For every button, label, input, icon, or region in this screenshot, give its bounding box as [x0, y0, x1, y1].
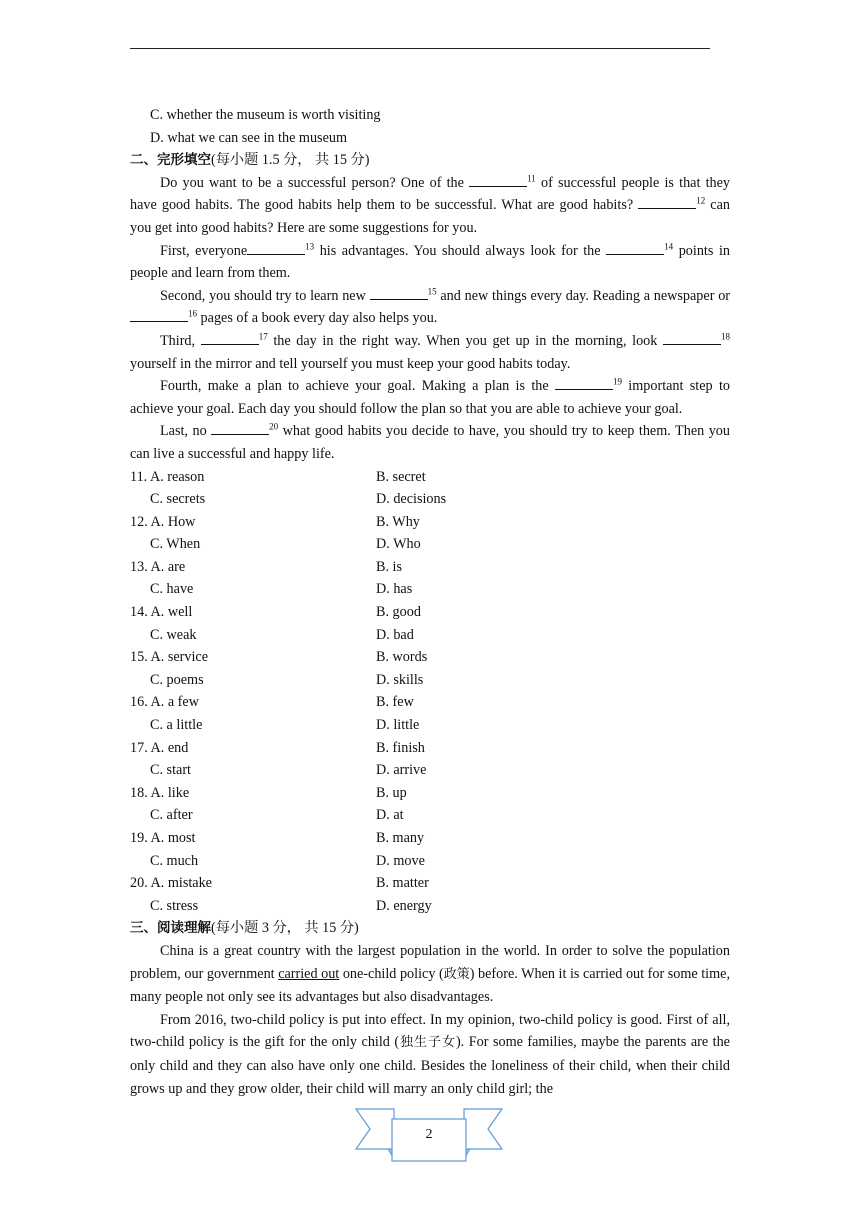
blank-13 [247, 240, 305, 255]
option-d-museum: D. what we can see in the museum [150, 129, 347, 146]
blank-11 [469, 172, 527, 187]
option-c-museum: C. whether the museum is worth visiting [150, 107, 381, 123]
blank-14 [606, 240, 664, 255]
question-18-cd: C. after D. at [150, 807, 404, 824]
question-18: 18. A. like B. up [130, 784, 407, 801]
cloze-paragraph-3: Second, you should try to learn new $^{15}$ and new things every day. Reading a newspaper or $^{16}$ pages of a book every day also helps you. [130, 285, 730, 330]
section2-heading: 二、完形填空(每小题 1.5 分， 共 15 分) [130, 152, 370, 169]
question-12: 12. A. How B. Why [130, 513, 420, 530]
question-12-cd: C. When D. Who [150, 536, 421, 553]
question-19: 19. A. most B. many [130, 830, 425, 846]
cloze-paragraph-1: Do you want to be a successful person? One of the $^{11}$ of successful people is that they have good habits. The good habits help them to be successful. What are good habits? $^{12}$ can you get into good habits? Here are some suggestions for you. [130, 173, 731, 236]
blank-18 [663, 330, 721, 345]
question-19-cd: C. much D. move [150, 852, 425, 869]
question-17-cd: C. start D. arrive [150, 762, 427, 779]
question-13: 13. A. are B. is [130, 558, 403, 575]
page-number: 2 [425, 1127, 433, 1142]
question-16: 16. A. a few B. few [130, 694, 414, 711]
underlined-phrase: carried out [278, 965, 340, 982]
question-11: 11. A. reason B. secret [130, 468, 426, 485]
blank-16 [130, 307, 188, 322]
cloze-paragraph-4: Third, $^{17}$ the day in the right way. When you get up in the morning, look $^{18}$ yourself in the mirror and tell yourself you must keep your good habits today. [130, 331, 730, 372]
question-20-cd: C. stress D. energy [150, 897, 432, 914]
page-footer [354, 1105, 504, 1165]
question-15-cd: C. poems D. skills [150, 671, 424, 688]
header-rule [130, 48, 710, 49]
cloze-paragraph-2: First, everyone $^{13}$ his advantages. You should always look for the $^{14}$ points in people and learn from them. [130, 240, 730, 282]
question-16-cd: C. a little D. little [150, 717, 420, 734]
question-20: 20. A. mistake B. matter [130, 875, 429, 892]
cloze-paragraph-5: Fourth, make a plan to achieve your goal. Making a plan is the $^{19}$ important step to achieve your goal. Each day you should follow the plan so that you are able to achieve your goal. [130, 376, 730, 417]
question-13-cd: C. have D. has [150, 581, 413, 598]
blank-19 [555, 375, 613, 390]
question-list [130, 466, 730, 918]
question-14: 14. A. well B. good [130, 604, 421, 621]
blank-12 [638, 194, 696, 209]
blank-15 [370, 285, 428, 300]
cloze-paragraph-6: Last, no $^{20}$ what good habits you decide to have, you should try to keep them. Then you can live a successful and happy life. [130, 421, 730, 462]
question-11-cd: C. secrets D. decisions [150, 491, 447, 508]
blank-20 [211, 420, 269, 435]
question-14-cd: C. weak D. bad [150, 626, 414, 643]
question-15: 15. A. service B. words [130, 649, 428, 666]
question-17: 17. A. end B. finish [130, 739, 425, 756]
reading-paragraph-2: From 2016, two‐child policy is put into effect. In my opinion, two‐child policy is good. First of all, two‐child policy is the gift for the only child (独生子女). For some families, maybe the parents are the only child and they can also have only one child. Besides the loneliness of their child, when their child grows up and they grow older, their child will marry an only child girl; the [130, 1011, 730, 1097]
blank-17 [201, 330, 259, 345]
section3-heading: 三、阅读理解(每小题 3 分， 共 15 分) [130, 920, 359, 937]
reading-paragraph-1: China is a great country with the largest population in the world. In order to solve the population problem, our government carried out one‐child policy (政策) before. When it is carried out for some time, many people not only see its advantages but also disadvantages. [130, 942, 730, 1006]
page-content [130, 104, 730, 1100]
